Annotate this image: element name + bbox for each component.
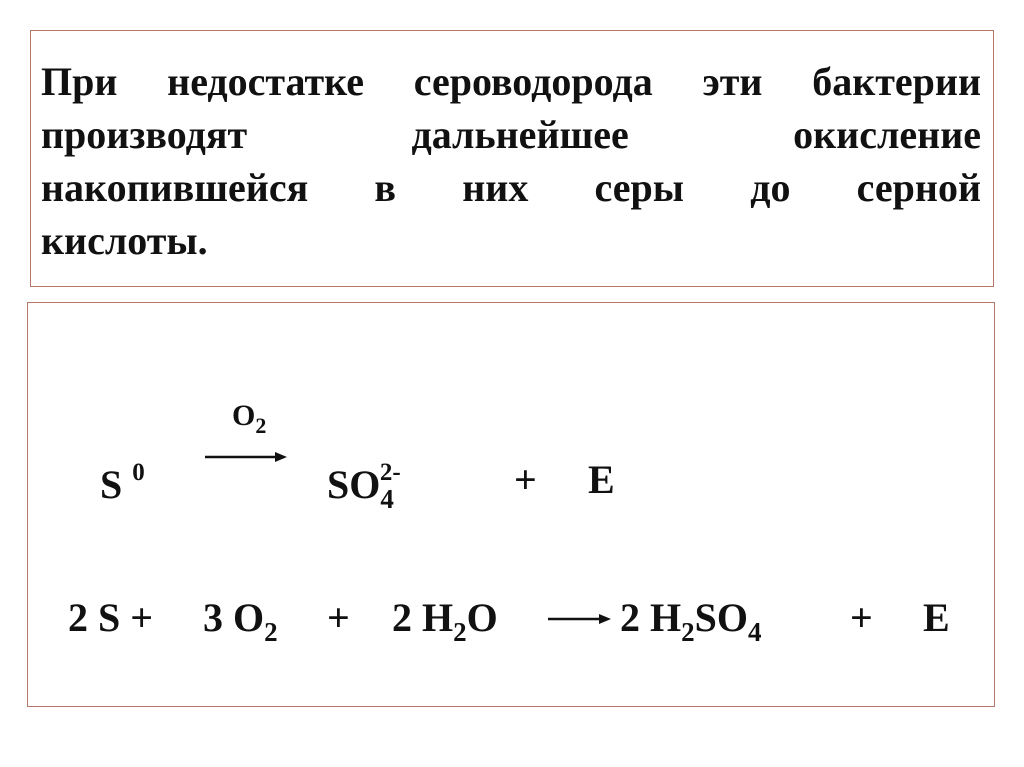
eq2-energy: E <box>923 595 950 640</box>
eq2-term3: 2 $H_2O$ <box>392 595 498 647</box>
eq2-product: 2 $H_2SO_4$ <box>620 595 762 647</box>
paragraph-line-1: При недостатке сероводорода эти бактерии <box>41 59 981 104</box>
arrow-condition: $O_2$ <box>232 399 267 438</box>
eq2-plus2: + <box>850 595 873 640</box>
eq1-energy: E <box>588 457 615 502</box>
equations-frame <box>27 302 995 707</box>
eq2-arrow-icon <box>548 611 618 627</box>
eq1-arrow-icon <box>205 449 295 465</box>
eq2-term1: 2 S + <box>68 595 154 640</box>
eq1-product: $SO_4^{2-}$ <box>327 459 401 514</box>
paragraph-line-3: накопившейся в них серы до серной <box>41 165 981 210</box>
eq1-plus: + <box>514 457 537 502</box>
eq1-reactant: S $^0$ <box>100 459 145 507</box>
eq2-term2: 3 $O_2$ <box>203 595 278 647</box>
paragraph-line-4: кислоты. <box>41 218 208 263</box>
paragraph-line-2: производят дальнейшее окисление <box>41 112 981 157</box>
eq2-plus1: + <box>327 595 350 640</box>
paragraph <box>41 55 981 267</box>
